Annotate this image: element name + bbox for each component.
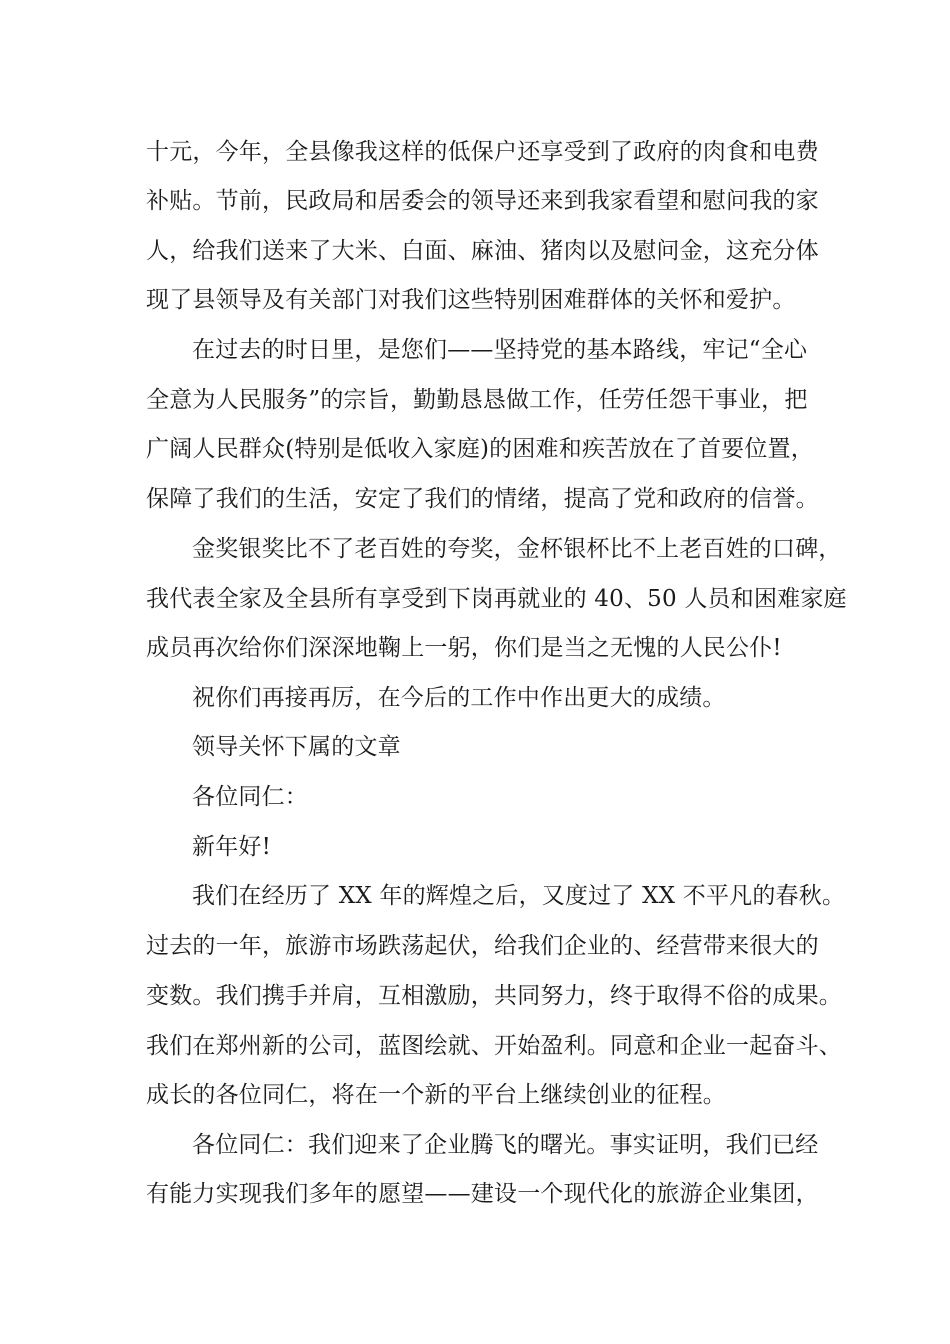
paragraph-first-line: 各位同仁：我们迎来了企业腾飞的曙光。事实证明，我们已经 xyxy=(192,1132,819,1158)
text-line: 补贴。节前，民政局和居委会的领导还来到我家看望和慰问我的家 xyxy=(146,188,819,214)
text-line: 十元，今年，全县像我这样的低保户还享受到了政府的肉食和电费 xyxy=(146,139,819,165)
text-line: 成长的各位同仁，将在一个新的平台上继续创业的征程。 xyxy=(146,1082,726,1108)
salutation: 各位同仁： xyxy=(192,784,308,810)
text-line: 人，给我们送来了大米、白面、麻油、猪肉以及慰问金，这充分体 xyxy=(146,238,819,264)
text-line: 现了县领导及有关部门对我们这些特别困难群体的关怀和爱护。 xyxy=(146,287,796,313)
greeting: 新年好! xyxy=(192,834,272,860)
text-line: 我们在郑州新的公司，蓝图绘就、开始盈利。同意和企业一起奋斗、 xyxy=(146,1033,842,1059)
article-title: 领导关怀下属的文章 xyxy=(192,734,401,760)
text-line: 过去的一年，旅游市场跌荡起伏，给我们企业的、经营带来很大的 xyxy=(146,933,819,959)
text-line: 成员再次给你们深深地鞠上一躬，你们是当之无愧的人民公仆! xyxy=(146,635,782,661)
paragraph-first-line: 祝你们再接再厉，在今后的工作中作出更大的成绩。 xyxy=(192,685,726,711)
paragraph-first-line: 金奖银奖比不了老百姓的夸奖，金杯银杯比不上老百姓的口碑， xyxy=(192,536,842,562)
text-line: 保障了我们的生活，安定了我们的情绪，提高了党和政府的信誉。 xyxy=(146,486,819,512)
paragraph-first-line: 我们在经历了 XX 年的辉煌之后，又度过了 XX 不平凡的春秋。 xyxy=(192,883,846,909)
text-line: 广阔人民群众(特别是低收入家庭)的困难和疾苦放在了首要位置， xyxy=(146,436,814,462)
text-line: 我代表全家及全县所有享受到下岗再就业的 40、50 人员和困难家庭 xyxy=(146,586,847,612)
text-line: 全意为人民服务”的宗旨，勤勤恳恳做工作，任劳任怨干事业，把 xyxy=(146,387,808,413)
text-line: 有能力实现我们多年的愿望——建设一个现代化的旅游企业集团， xyxy=(146,1181,819,1207)
text-line: 变数。我们携手并肩，互相激励，共同努力，终于取得不俗的成果。 xyxy=(146,983,842,1009)
paragraph-first-line: 在过去的时日里，是您们——坚持党的基本路线，牢记“全心 xyxy=(192,337,808,363)
